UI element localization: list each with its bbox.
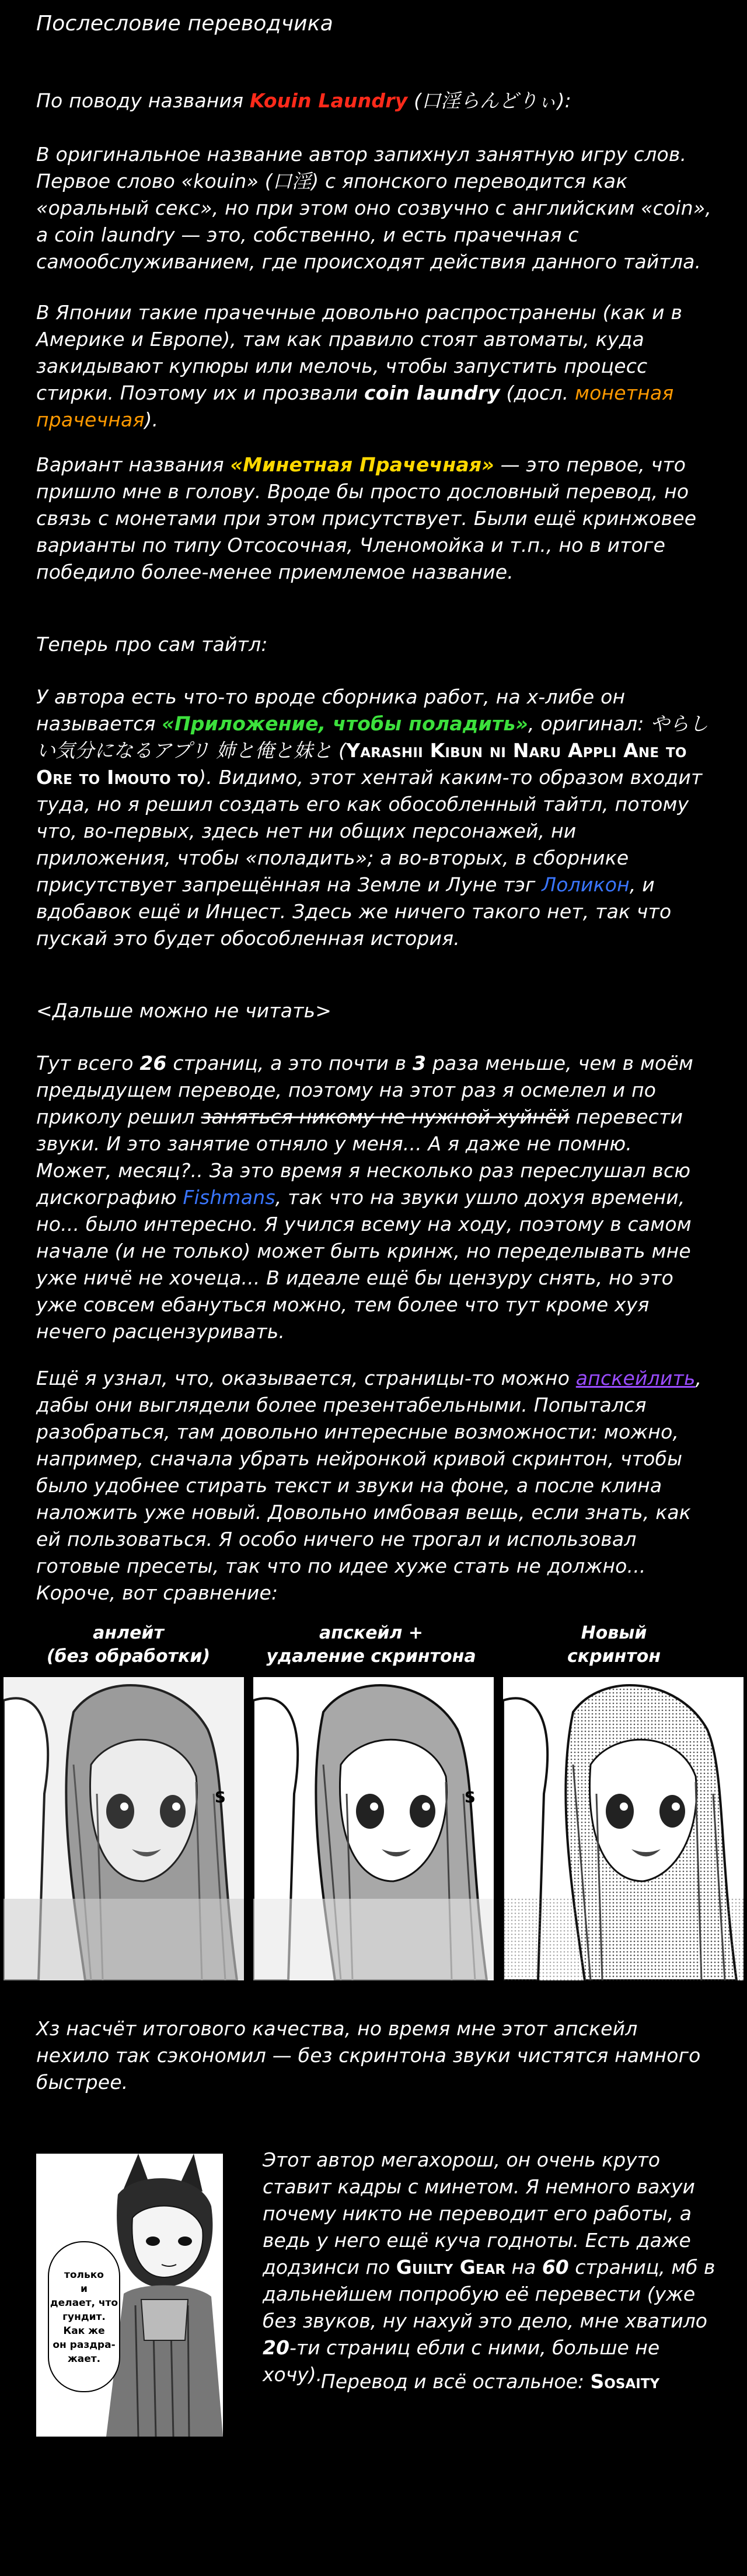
svg-text:S: S — [465, 1789, 476, 1807]
comparison-label-upscale: апскейл + удаление скринтона — [266, 1623, 476, 1667]
paragraph-quality: Хз насчёт итогового качества, но время мне этот апскейл нехило так сэкономил — без скринтона звуки чистятся намного быстрее. — [36, 2017, 701, 2094]
paragraph-title-variant: Вариант названия «Минетная Прачечная» — это первое, что пришло мне в голову. Вроде бы просто дословный перевод, но связь с монетами при этом присутствует. Были ещё кринжовее варианты по типу Отсосочная, Членомойка и т.п., но в итоге победило более-менее приемлемое название. — [36, 453, 697, 583]
speech-bubble: только и делает, что гундит. Как же он раздра- жает. — [48, 2241, 120, 2392]
translator-name: Sosaity — [590, 2370, 660, 2393]
struck-text: заняться никому не нужной хуйнёй — [201, 1105, 570, 1128]
title-variant-ru: «Минетная Прачечная» — [230, 453, 494, 476]
section-heading-title: Теперь про сам тайтл: — [36, 633, 268, 656]
paragraph-collection: У автора есть что-то вроде сборника работ, на х-либе он называется «Приложение, чтобы поладить», оригинал: やらしい気分になるアプリ 姉と俺と妹と (Yarashii Kibun ni Naru Appli Ane to Ore to Imouto to). Видимо, этот хентай каким-то образом входит туда, но я решил создать его как обособленный тайтл, потому что, во-первых, здесь нет ни общих персонажей, ни приложения, чтобы «поладить»; а во-вторых, в сборнике присутствует запрещённая на Земле и Луне тэг Лоликон, и вдобавок ещё и Инцест. Здесь же ничего такого нет, так что пускай это будет обособленная история. — [36, 685, 708, 950]
comparison-image-new-screentone — [503, 1677, 743, 1980]
comparison-label-new-screentone: Новый скринтон — [567, 1623, 661, 1667]
literal-translation: монетная прачечная — [36, 382, 674, 431]
name-intro: По поводу названия — [36, 89, 250, 112]
comparison-image-upscaled — [253, 1677, 494, 1980]
character-illustration — [36, 2154, 223, 2437]
paragraph-wordplay: В оригинальное название автор запихнул занятную игру слов. Первое слово «kouin» (口淫) с японского переводится как «оральный секс», но при этом оно созвучно с английским «coin», а coin laundry — это, собственно, и есть прачечная с самообслуживанием, где происходят действия данного тайтла. — [36, 143, 712, 273]
svg-text:S: S — [215, 1789, 226, 1807]
collection-romaji: Yarashii Kibun ni Naru Appli Ane to Ore to Imouto to — [36, 739, 687, 789]
paragraph-laundry: В Японии такие прачечные довольно распространены (как и в Америке и Европе), там как правило стоят автоматы, куда закидывают купюры или мелочь, чтобы запустить процесс стирки. Поэтому их и прозвали coin laundry (досл. монетная прачечная). — [36, 301, 683, 431]
coin-laundry-term: coin laundry — [364, 382, 500, 404]
section-heading-optional: <Дальше можно не читать> — [36, 999, 332, 1022]
paragraph-sounds: Тут всего 26 страниц, а это почти в 3 раза меньше, чем в моём предыдущем переводе, поэтому на этот раз я осмелел и по приколу решил заняться никому не нужной хуйнёй перевести звуки. И это занятие отняло у меня... А я даже не помню. Может, месяц?.. За это время я несколько раз переслушал всю дискографию Fishmans, так что на звуки ушло дохуя времени, но... было интересно. Я учился всему на ходу, поэтому в самом начале (и не только) может быть кринж, но переделывать мне уже ничё не хочеца... В идеале ещё бы цензуру снять, но это уже совсем ебануться можно, тем более что тут кроме хуя нечего расцензуривать. — [36, 1052, 694, 1343]
comparison-image-raw — [4, 1677, 244, 1980]
paragraph-upscale: Ещё я узнал, что, оказывается, страницы-то можно апскейлить, дабы они выглядели более презентабельными. Попытался разобраться, там довольно интересные возможности: можно, например, сначала убрать нейронкой кривой скринтон, чтобы было удобнее стирать текст и звуки на фоне, а после клина наложить уже новый. Довольно имбовая вещь, если знать, как ей пользоваться. Я особо ничего не трогал и использовал готовые пресеты, так что по идее хуже стать не должно... Короче, вот сравнение: — [36, 1367, 702, 1604]
paragraph-author-praise: Этот автор мегахорош, он очень круто ставит кадры с минетом. Я немного вахуи почему никто не переводит его работы, а ведь у него ещё куча годноты. Есть даже додзинси по Guilty Gear на 60 страниц, мб в дальнейшем попробую её перевести (уже без звуков, ну нахуй это дело, мне хватило 20-ти страниц ебли с ними, больше не хочу). — [263, 2148, 715, 2386]
comparison-label-unlate: анлейт (без обработки) — [46, 1623, 211, 1667]
title-name-en: Kouin Laundry — [249, 89, 408, 112]
credits-line: Перевод и всё остальное: Sosaity — [320, 2370, 660, 2393]
title-name-jp: (口淫らんどりぃ): — [407, 89, 571, 112]
name-heading — [36, 88, 713, 114]
page-title: Послесловие переводчика — [36, 12, 333, 36]
guilty-gear-title: Guilty Gear — [396, 2256, 506, 2278]
band-name: Fishmans — [183, 1186, 275, 1209]
lolicon-tag: Лоликон — [542, 873, 630, 896]
upscale-link[interactable]: апскейлить — [575, 1367, 696, 1390]
collection-name: «Приложение, чтобы поладить» — [162, 712, 529, 735]
